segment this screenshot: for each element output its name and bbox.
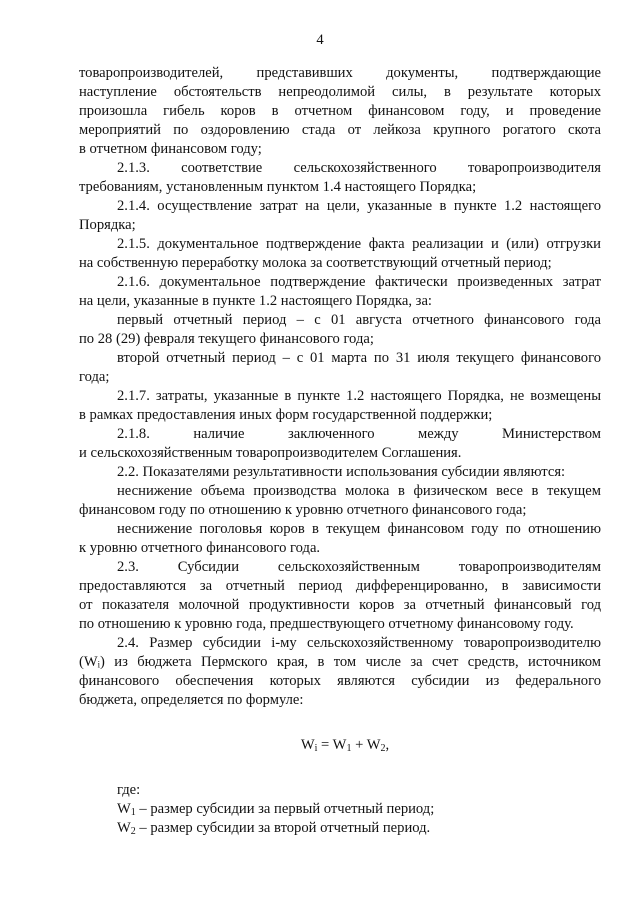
text-line: Порядка; — [79, 217, 136, 233]
text-line: к уровню отчетного финансового года. — [79, 540, 321, 556]
text-line: 2.1.3. соответствие сельскохозяйственного товаропроизводителя — [117, 160, 601, 176]
where-label: где: — [117, 782, 141, 798]
text-line: 2.1.5. документальное подтверждение факта реализации и (или) отгрузки — [117, 236, 601, 252]
text-line: бюджета, определяется по формуле: — [79, 692, 304, 708]
text-line: 2.3. Субсидии сельскохозяйственным товаропроизводителям — [117, 559, 601, 575]
text-line: и сельскохозяйственным товаропроизводителем Соглашения. — [79, 445, 462, 461]
text-line: 2.1.7. затраты, указанные в пункте 1.2 настоящего Порядка, не возмещены — [117, 388, 601, 404]
text-line: от показателя молочной продуктивности коров за отчетный финансовый год — [79, 597, 601, 613]
formula-term-1: $W_1$ — [332, 737, 352, 754]
document-body — [79, 64, 601, 838]
text-line: финансовом году по отношению к уровню отчетного финансового года; — [79, 502, 527, 518]
text-line: года; — [79, 369, 110, 385]
text-line: произошла гибель коров в отчетном финансовом году, и проведение — [79, 103, 601, 119]
text-line: неснижение поголовья коров в текущем финансовом году по отношению — [117, 521, 601, 537]
text-line: в рамках предоставления иных форм государственной поддержки; — [79, 407, 493, 423]
formula-term-2: $W_2$ — [366, 737, 386, 754]
text-line: первый отчетный период – с 01 августа отчетного финансового года — [117, 312, 601, 328]
text-line: по 28 (29) февраля текущего финансового года; — [79, 331, 374, 347]
text-line: неснижение объема производства молока в физическом весе в текущем — [117, 483, 601, 499]
text-line: финансового обеспечения которых являются субсидии из федерального — [79, 673, 601, 689]
formula-lhs: $W_i$ — [300, 737, 318, 754]
text-line: предоставляются за отчетный период дифференцированно, в зависимости — [79, 578, 601, 594]
text-line: мероприятий по оздоровлению стада от лейкоза крупного рогатого скота — [79, 122, 601, 138]
paragraph-lines — [79, 64, 601, 710]
text-line: по отношению к уровню года, предшествующего отчетному финансовому году. — [79, 616, 574, 632]
page-number: 4 — [316, 32, 324, 48]
text-line: в отчетном финансовом году; — [79, 141, 262, 157]
definition-w1: $W_1$ – размер субсидии за первый отчетный период; — [117, 801, 435, 818]
text-line: второй отчетный период – с 01 марта по 31 июля текущего финансового — [117, 350, 601, 366]
text-line: на цели, указанные в пункте 1.2 настоящего Порядка, за: — [79, 293, 432, 309]
text-line: на собственную переработку молока за соответствующий отчетный период; — [79, 255, 552, 271]
text-line: наступление обстоятельств непреодолимой силы, в результате которых — [79, 84, 601, 100]
text-line: 2.4. Размер субсидии i-му сельскохозяйственному товаропроизводителю — [117, 635, 601, 651]
text-line: 2.1.8. наличие заключенного между Министерством — [117, 426, 601, 442]
definition-w2: $W_2$ – размер субсидии за второй отчетный период. — [117, 820, 431, 837]
text-line: требованиям, установленным пунктом 1.4 настоящего Порядка; — [79, 179, 477, 195]
formula: $W_i = W_1 + W_2$, — [300, 737, 390, 754]
text-line: 2.1.6. документальное подтверждение фактически произведенных затрат — [117, 274, 601, 290]
text-line: товаропроизводителей, представивших документы, подтверждающие — [79, 65, 601, 81]
text-line: (Wᵢ) из бюджета Пермского края, в том числе за счет средств, источником — [79, 654, 601, 670]
text-line: 2.2. Показателями результативности использования субсидии являются: — [117, 464, 566, 480]
text-line: 2.1.4. осуществление затрат на цели, указанные в пункте 1.2 настоящего — [117, 198, 601, 214]
